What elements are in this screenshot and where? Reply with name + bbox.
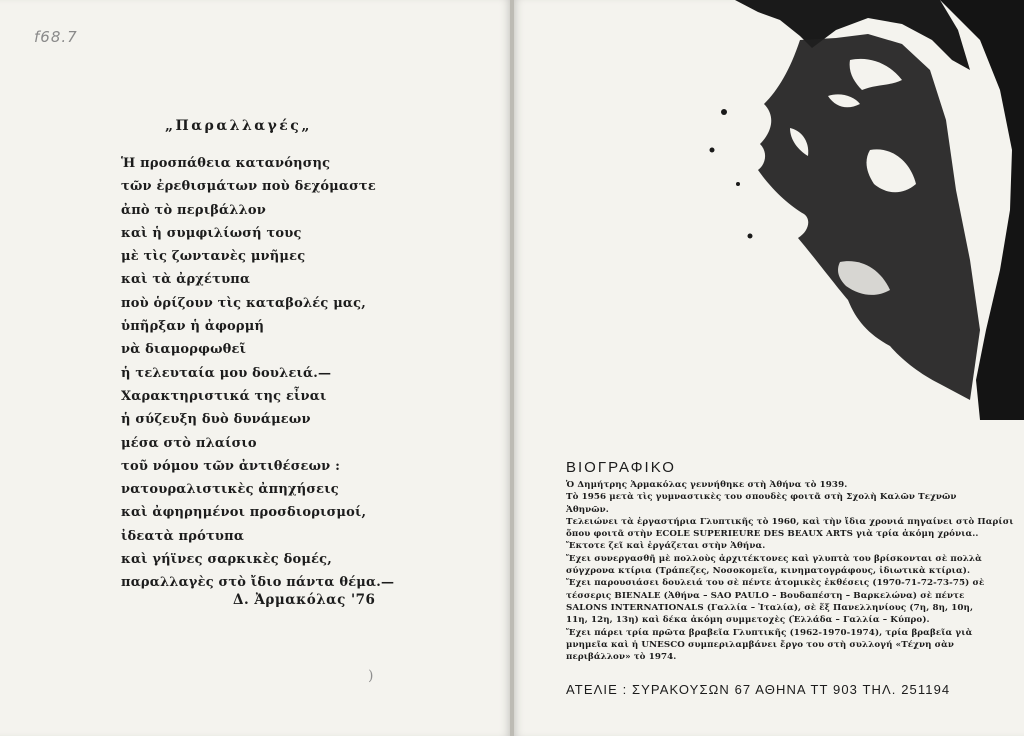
bio-line: Τὸ 1956 μετὰ τὶς γυμναστικὲς του σπουδὲς φοιτᾶ στὴ Σχολὴ Καλῶν Τεχνῶν (566, 492, 957, 503)
artist-portrait (640, 0, 1024, 420)
poem-line: ἀπὸ τὸ περιβάλλον (121, 202, 266, 218)
poem-line: καὶ ἡ συμφιλίωσή τους (121, 225, 302, 241)
poem-title: „Παραλλαγές„ (165, 118, 312, 134)
poem-line: νὰ διαμορφωθεῖ (121, 342, 247, 358)
poem-line: Ἡ προσπάθεια κατανόησης (121, 156, 331, 171)
bio-line: Ἔχει παρουσιάσει δουλειά του σὲ πέντε ἀτομικὲς ἐκθέσεις (1970-71-72-73-75) σὲ (566, 578, 985, 589)
poem-line: ἰδεατὰ πρότυπα (121, 528, 245, 544)
poem-line: Χαρακτηριστικά της εἶναι (121, 388, 327, 404)
bio-line: σύγχρονα κτίρια (Τράπεζες, Νοσοκομεῖα, κινηματογράφους, ἰδιωτικὰ κτίρια). (566, 566, 971, 577)
bio-line: Ἔχει συνεργασθῆ μὲ πολλοὺς ἀρχιτέκτονες καὶ γλυπτὰ του βρίσκονται σὲ πολλὰ (566, 553, 982, 564)
poem-line: νατουραλιστικὲς ἀπηχήσεις (121, 482, 339, 498)
bio-line: Ἀθηνῶν. (566, 504, 609, 515)
atelier-address: ΑΤΕΛΙΕ : ΣΥΡΑΚΟΥΣΩΝ 67 ΑΘΗΝΑ ΤΤ 903 ΤΗΛ. 251194 (566, 682, 951, 697)
pencil-mark: ) (368, 668, 374, 684)
bio-line: ὅπου φοιτᾶ στὴν ECOLE SUPERIEURE DES BEAUX ARTS γιὰ τρία ἀκόμη χρόνια.. (566, 529, 979, 540)
poem-line: ἡ τελευταία μου δουλειά.— (121, 365, 332, 381)
portrait-speckle (710, 148, 715, 153)
bio-line: 11η, 12η, 13η) καὶ δέκα ἀκόμη συμμετοχὲς (Ἑλλάδα – Γαλλία – Κύπρο). (566, 615, 930, 626)
poem-line: μέσα στὸ πλαίσιο (121, 435, 257, 451)
poem-line: τῶν ἐρεθισμάτων ποὺ δεχόμαστε (121, 179, 376, 195)
bio-heading: ΒΙΟΓΡΑΦΙΚΟ (566, 459, 676, 476)
bio-line: περιβάλλον» τὸ 1974. (566, 652, 677, 663)
poem-line: ποὺ ὁρίζουν τὶς καταβολές μας, (121, 295, 366, 311)
poem-line: καὶ ἀφηρημένοι προσδιορισμοί, (121, 505, 367, 521)
bio-line: μνημεῖα καὶ ἡ UNESCO συμπεριλαμβάνει ἔργο του στὴ συλλογή «Τέχνη σὰν (566, 639, 955, 650)
bio-line: Ἔκτοτε ζεῖ καὶ ἐργάζεται στὴν Ἀθήνα. (566, 541, 766, 552)
poem-line: μὲ τὶς ζωντανὲς μνῆμες (121, 249, 306, 265)
bio-line: Τελειώνει τὰ ἐργαστήρια Γλυπτικῆς τὸ 1960, καὶ τὴν ἴδια χρονιά πηγαίνει στὸ Παρίσι (566, 516, 1014, 527)
poem-line: ὑπῆρξαν ἡ ἀφορμή (121, 319, 265, 335)
poem-signature: Δ. Ἀρμακόλας '76 (233, 592, 376, 608)
archive-note: f68.7 (34, 28, 78, 46)
portrait-speckle (736, 182, 740, 186)
bio-line: SALONS INTERNATIONALS (Γαλλία – Ἰταλία), σὲ ἕξ Πανελληνίους (7η, 8η, 10η, (566, 602, 974, 613)
bio-line: Ἔχει πάρει τρία πρῶτα βραβεῖα Γλυπτικῆς (1962-1970-1974), τρία βραβεῖα γιὰ (566, 627, 973, 638)
poem-line: ἡ σύζευξη δυὸ δυνάμεων (121, 412, 311, 428)
poem-line: καὶ τὰ ἀρχέτυπα (121, 272, 251, 288)
poem (121, 152, 394, 595)
biography (566, 479, 1014, 663)
bio-line: Ὁ Δημήτρης Ἀρμακόλας γεννήθηκε στὴ Ἀθήνα τὸ 1939. (566, 480, 848, 490)
portrait-face-contour (758, 34, 980, 400)
portrait-speckle (721, 109, 727, 115)
poem-line: παραλλαγὲς στὸ ἴδιο πάντα θέμα.— (121, 575, 395, 591)
left-page (0, 0, 510, 736)
poem-line: τοῦ νόμου τῶν ἀντιθέσεων : (121, 458, 341, 474)
bio-line: τέσσερις BIENALE (Ἀθήνα – SAO PAULO – Βουδαπέστη – Βαρκελώνα) σὲ πέντε (566, 590, 965, 601)
portrait-speckle (748, 234, 753, 239)
poem-line: καὶ γήϊνες σαρκικὲς δομές, (121, 552, 333, 568)
